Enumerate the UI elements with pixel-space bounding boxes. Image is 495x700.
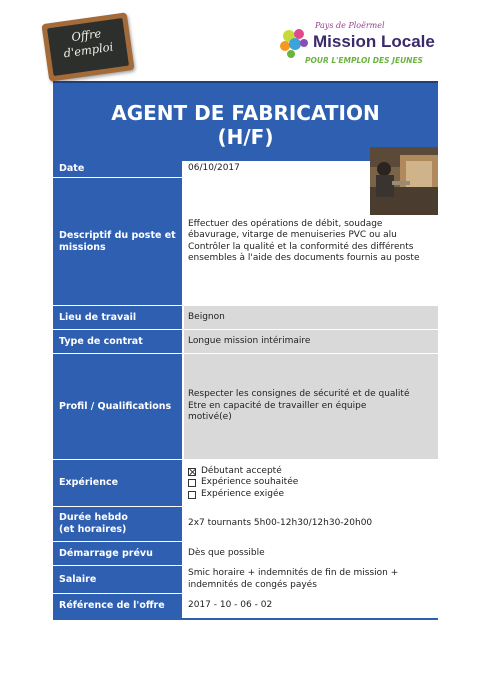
logo-region: Pays de Ploërmel: [315, 21, 385, 30]
experience-option-label: Expérience souhaitée: [201, 477, 299, 488]
logo-slogan: POUR L'EMPLOI DES JEUNES: [305, 56, 423, 65]
mission-locale-logo: [275, 18, 445, 78]
job-title-line-2: (H/F): [217, 125, 274, 149]
label-salaire: Salaire: [53, 566, 182, 593]
row-demarrage: [53, 542, 438, 565]
chalkboard: [47, 18, 129, 76]
profil-line-2: Etre en capacité de travailler en équipe: [188, 400, 367, 411]
descriptif-line-2: ébavurage, vitarge de menuiseries PVC ou alu: [188, 230, 397, 240]
row-duree: [53, 507, 438, 541]
value-experience: [184, 460, 438, 506]
row-profil: [53, 354, 438, 459]
row-reference: [53, 594, 438, 618]
workshop-photo: [370, 147, 438, 215]
value-duree: 2x7 tournants 5h00-12h30/12h30-20h00: [184, 507, 438, 541]
value-reference: 2017 - 10 - 06 - 02: [184, 594, 438, 618]
offre-emploi-badge: [41, 12, 134, 81]
logo-name: Mission Locale: [313, 32, 435, 51]
row-contrat: [53, 330, 438, 353]
label-date: Date: [53, 161, 182, 177]
checked-box-icon[interactable]: [188, 468, 196, 476]
descriptif-line-1: Effectuer des opérations de débit, soudage: [188, 218, 383, 229]
label-reference: Référence de l'offre: [53, 594, 182, 618]
label-experience: Expérience: [53, 460, 182, 506]
descriptif-line-3: Contrôler la qualité et la conformité des différents: [188, 241, 414, 252]
row-salaire: [53, 566, 438, 593]
salaire-line-1: Smic horaire + indemnités de fin de mission +: [188, 568, 399, 578]
label-demarrage: Démarrage prévu: [53, 542, 182, 565]
label-lieu: Lieu de travail: [53, 306, 182, 329]
value-profil: [184, 354, 438, 459]
row-experience: [53, 460, 438, 506]
job-title-line-1: AGENT DE FABRICATION: [111, 101, 380, 125]
label-contrat: Type de contrat: [53, 330, 182, 353]
table-bottom-rule: [53, 618, 438, 620]
value-lieu: Beignon: [184, 306, 438, 329]
label-profil: Profil / Qualifications: [53, 354, 182, 459]
label-duree-line-2: (et horaires): [59, 524, 127, 535]
experience-option-souhaitee[interactable]: [188, 477, 298, 489]
unchecked-box-icon[interactable]: [188, 479, 196, 487]
unchecked-box-icon[interactable]: [188, 491, 196, 499]
value-salaire: [184, 566, 438, 593]
descriptif-line-4: ensembles à l'aide des documents fournis au poste: [188, 253, 420, 263]
label-duree: [53, 507, 182, 541]
badge-line-2: d'emploi: [62, 39, 115, 61]
salaire-line-2: indemnités de congés payés: [188, 579, 317, 590]
profil-line-1: Respecter les consignes de sécurité et de qualité: [188, 389, 410, 400]
experience-option-debutant[interactable]: [188, 466, 298, 478]
value-date: 06/10/2017: [184, 161, 438, 177]
label-descriptif: [53, 178, 182, 305]
experience-option-label: Débutant accepté: [201, 465, 282, 476]
row-lieu: [53, 306, 438, 329]
experience-option-exigee[interactable]: [188, 489, 298, 501]
badge-line-1: Offre: [70, 26, 103, 45]
value-contrat: Longue mission intérimaire: [184, 330, 438, 353]
value-demarrage: Dès que possible: [184, 542, 438, 565]
profil-line-3: motivé(e): [188, 412, 232, 423]
job-title: [53, 101, 438, 149]
label-descriptif-line-2: missions: [59, 241, 106, 253]
label-descriptif-line-1: Descriptif du poste et: [59, 229, 176, 241]
experience-option-label: Expérience exigée: [201, 488, 285, 499]
label-duree-line-1: Durée hebdo: [59, 512, 128, 523]
